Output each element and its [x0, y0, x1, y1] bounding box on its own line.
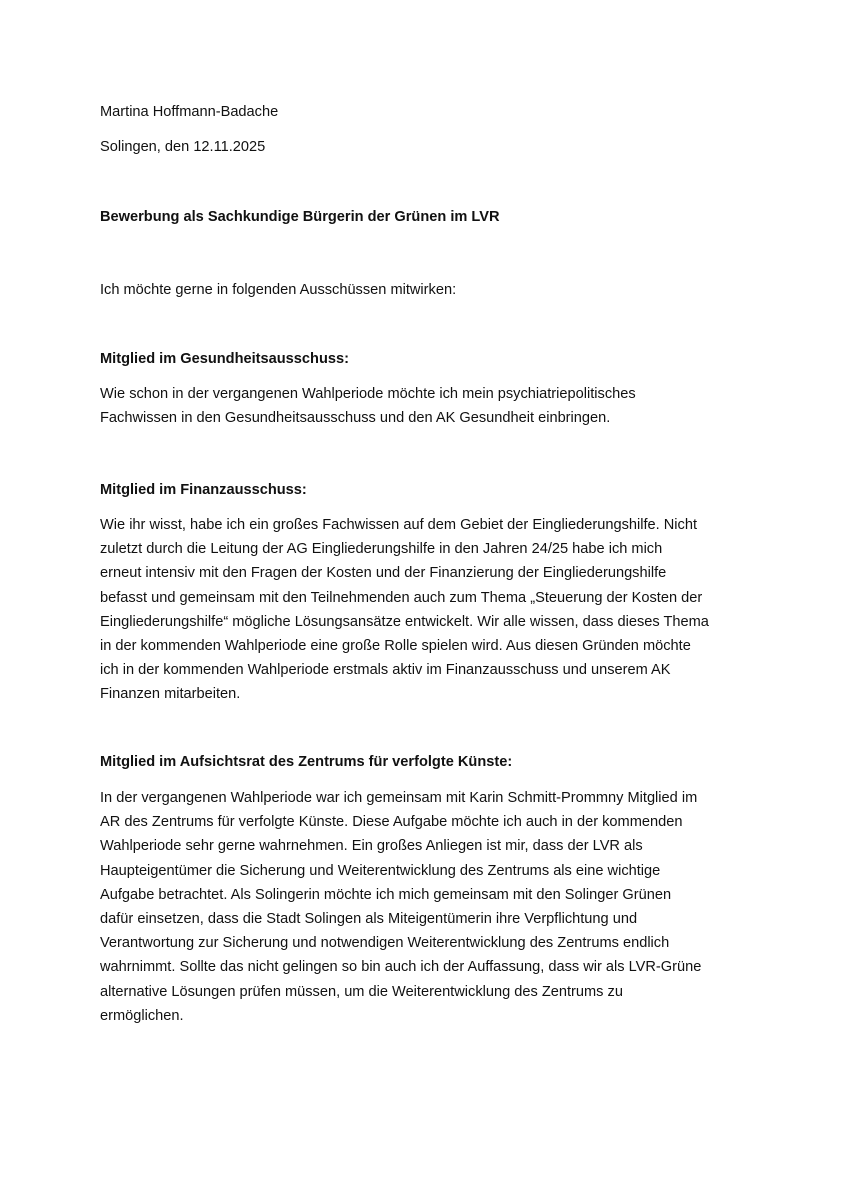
body-line: dafür einsetzen, dass die Stadt Solingen als Miteigentümerin ihre Verpflichtung und: [100, 911, 638, 928]
author-name: Martina Hoffmann-Badache: [100, 104, 279, 120]
subject-line: Bewerbung als Sachkundige Bürgerin der Grünen im LVR: [100, 209, 500, 225]
body-line: befasst und gemeinsam mit den Teilnehmenden auch zum Thema „Steuerung der Kosten der: [100, 589, 703, 606]
body-line: wahrnimmt. Sollte das nicht gelingen so bin auch ich der Auffassung, dass wir als LVR-Grüne: [100, 959, 702, 976]
body-line: Finanzen mitarbeiten.: [100, 686, 241, 703]
body-line: in der kommenden Wahlperiode eine große Rolle spielen wird. Aus diesen Gründen möchte: [100, 638, 691, 655]
body-line: Eingliederungshilfe“ mögliche Lösungsansätze entwickelt. Wir alle wissen, dass dieses Thema: [100, 613, 709, 630]
body-line: Wie schon in der vergangenen Wahlperiode möchte ich mein psychiatriepolitisches: [100, 386, 636, 402]
section-body-finance: [100, 513, 745, 707]
body-line: In der vergangenen Wahlperiode war ich gemeinsam mit Karin Schmitt-Prommny Mitglied im: [100, 790, 698, 806]
body-line: Aufgabe betrachtet. Als Solingerin möchte ich mich gemeinsam mit den Solinger Grünen: [100, 886, 672, 903]
body-line: Wahlperiode sehr gerne wahrnehmen. Ein großes Anliegen ist mir, dass der LVR als: [100, 838, 643, 855]
body-line: ich in der kommenden Wahlperiode erstmals aktiv im Finanzausschuss und unserem AK: [100, 662, 671, 679]
section-heading-supervisory-board: Mitglied im Aufsichtsrat des Zentrums für verfolgte Künste:: [100, 754, 513, 770]
section-heading-finance: Mitglied im Finanzausschuss:: [100, 482, 307, 498]
body-line: AR des Zentrums für verfolgte Künste. Diese Aufgabe möchte ich auch in der kommenden: [100, 814, 683, 831]
body-line: ermöglichen.: [100, 1007, 184, 1024]
body-line: Haupteigentümer die Sicherung und Weiterentwicklung des Zentrums als eine wichtige: [100, 862, 661, 879]
section-body-supervisory-board: [100, 786, 745, 1028]
body-line: Verantwortung zur Sicherung und notwendigen Weiterentwicklung des Zentrums endlich: [100, 935, 670, 952]
body-line: zuletzt durch die Leitung der AG Eingliederungshilfe in den Jahren 24/25 habe ich mich: [100, 541, 663, 558]
body-line: alternative Lösungen prüfen müssen, um die Weiterentwicklung des Zentrums zu: [100, 983, 623, 1000]
section-heading-health: Mitglied im Gesundheitsausschuss:: [100, 351, 349, 367]
intro-text: Ich möchte gerne in folgenden Ausschüssen mitwirken:: [100, 282, 457, 298]
body-line: Wie ihr wisst, habe ich ein großes Fachwissen auf dem Gebiet der Eingliederungshilfe. Nicht: [100, 517, 698, 533]
body-line: erneut intensiv mit den Fragen der Kosten und der Finanzierung der Eingliederungshilfe: [100, 565, 667, 582]
section-body-health: [100, 382, 745, 430]
body-line: Fachwissen in den Gesundheitsausschuss und den AK Gesundheit einbringen.: [100, 410, 611, 427]
place-date: Solingen, den 12.11.2025: [100, 139, 266, 155]
